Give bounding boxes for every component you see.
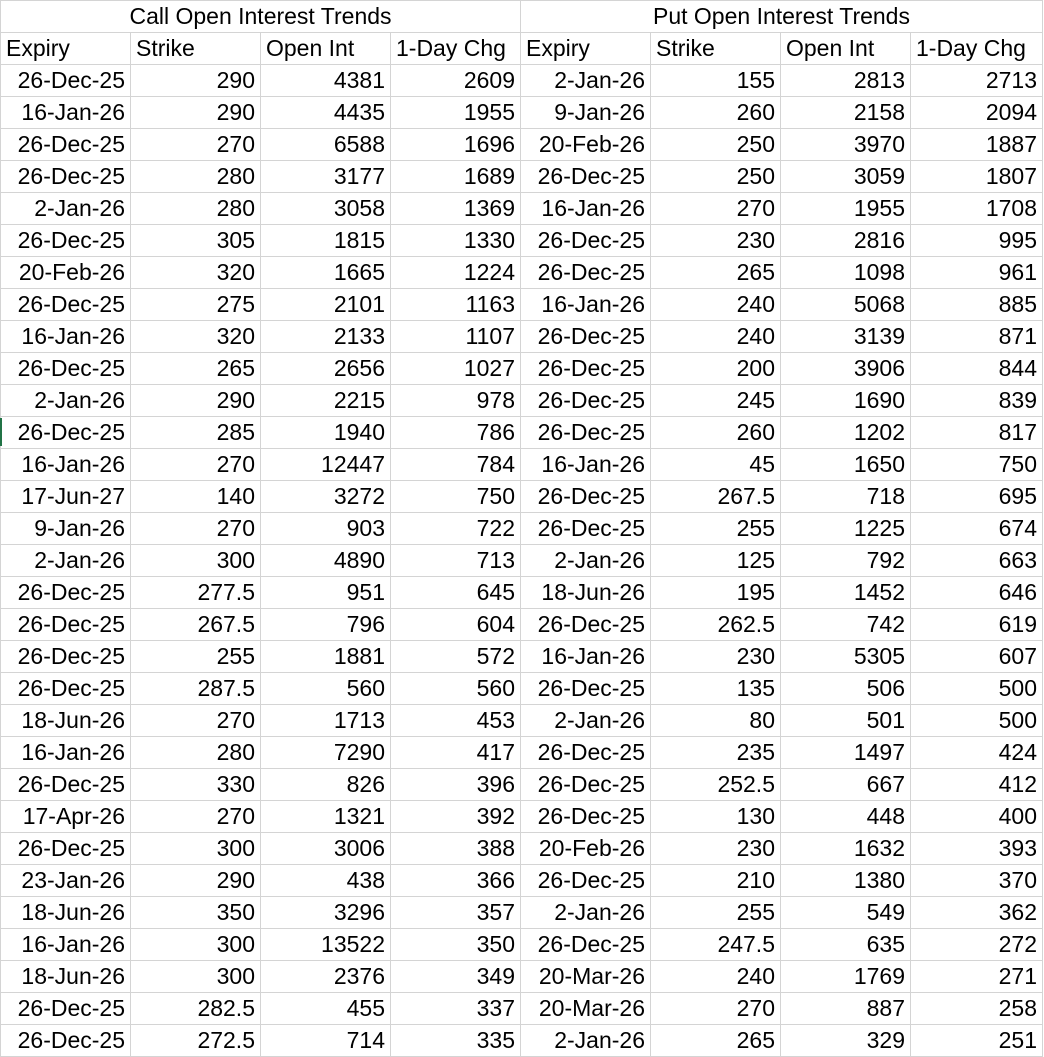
put-cell-expiry[interactable]: 16-Jan-26: [521, 641, 651, 673]
call-cell-expiry[interactable]: 2-Jan-26: [1, 545, 131, 577]
put-header-1-day-chg[interactable]: 1-Day Chg: [911, 33, 1043, 65]
call-cell-expiry[interactable]: 26-Dec-25: [1, 1025, 131, 1057]
put-cell-1-day-chg[interactable]: 663: [911, 545, 1043, 577]
put-cell-strike[interactable]: 230: [651, 641, 781, 673]
put-cell-1-day-chg[interactable]: 995: [911, 225, 1043, 257]
call-cell-1-day-chg[interactable]: 335: [391, 1025, 521, 1057]
put-cell-1-day-chg[interactable]: 619: [911, 609, 1043, 641]
column-header-row: [1, 33, 1043, 65]
put-cell-1-day-chg[interactable]: 412: [911, 769, 1043, 801]
call-cell-open-int[interactable]: 2133: [261, 321, 391, 353]
put-cell-expiry[interactable]: 16-Jan-26: [521, 193, 651, 225]
call-cell-strike[interactable]: 140: [131, 481, 261, 513]
call-cell-strike[interactable]: 300: [131, 929, 261, 961]
call-cell-expiry[interactable]: 2-Jan-26: [1, 385, 131, 417]
put-cell-1-day-chg[interactable]: 646: [911, 577, 1043, 609]
put-cell-open-int[interactable]: 1650: [781, 449, 911, 481]
put-cell-1-day-chg[interactable]: 607: [911, 641, 1043, 673]
put-cell-1-day-chg[interactable]: 2094: [911, 97, 1043, 129]
call-cell-strike[interactable]: 280: [131, 737, 261, 769]
table-row: [1, 737, 1043, 769]
call-cell-1-day-chg[interactable]: 1330: [391, 225, 521, 257]
call-cell-expiry[interactable]: 23-Jan-26: [1, 865, 131, 897]
call-cell-strike[interactable]: 267.5: [131, 609, 261, 641]
put-cell-strike[interactable]: 255: [651, 513, 781, 545]
put-cell-expiry[interactable]: 2-Jan-26: [521, 705, 651, 737]
table-row: [1, 673, 1043, 705]
put-cell-open-int[interactable]: 448: [781, 801, 911, 833]
put-cell-expiry[interactable]: 26-Dec-25: [521, 865, 651, 897]
call-cell-open-int[interactable]: 3006: [261, 833, 391, 865]
put-cell-1-day-chg[interactable]: 817: [911, 417, 1043, 449]
put-cell-expiry[interactable]: 26-Dec-25: [521, 321, 651, 353]
put-cell-1-day-chg[interactable]: 1887: [911, 129, 1043, 161]
table-row: [1, 961, 1043, 993]
call-cell-open-int[interactable]: 1321: [261, 801, 391, 833]
put-cell-expiry[interactable]: 16-Jan-26: [521, 289, 651, 321]
put-cell-strike[interactable]: 247.5: [651, 929, 781, 961]
call-cell-1-day-chg[interactable]: 1163: [391, 289, 521, 321]
call-cell-open-int[interactable]: 438: [261, 865, 391, 897]
put-cell-expiry[interactable]: 26-Dec-25: [521, 609, 651, 641]
put-cell-open-int[interactable]: 3059: [781, 161, 911, 193]
call-cell-1-day-chg[interactable]: 417: [391, 737, 521, 769]
call-cell-strike[interactable]: 270: [131, 705, 261, 737]
table-row: [1, 321, 1043, 353]
call-cell-open-int[interactable]: 455: [261, 993, 391, 1025]
call-cell-1-day-chg[interactable]: 388: [391, 833, 521, 865]
call-cell-strike[interactable]: 282.5: [131, 993, 261, 1025]
put-header-expiry[interactable]: Expiry: [521, 33, 651, 65]
call-cell-open-int[interactable]: 2376: [261, 961, 391, 993]
table-row: [1, 289, 1043, 321]
table-row: [1, 225, 1043, 257]
put-cell-1-day-chg[interactable]: 393: [911, 833, 1043, 865]
put-cell-open-int[interactable]: 3906: [781, 353, 911, 385]
table-row: [1, 417, 1043, 449]
put-cell-strike[interactable]: 235: [651, 737, 781, 769]
put-cell-open-int[interactable]: 549: [781, 897, 911, 929]
call-cell-strike[interactable]: 272.5: [131, 1025, 261, 1057]
call-cell-1-day-chg[interactable]: 392: [391, 801, 521, 833]
call-cell-1-day-chg[interactable]: 1224: [391, 257, 521, 289]
put-cell-open-int[interactable]: 2158: [781, 97, 911, 129]
call-cell-open-int[interactable]: 951: [261, 577, 391, 609]
call-cell-1-day-chg[interactable]: 786: [391, 417, 521, 449]
table-row: [1, 161, 1043, 193]
call-cell-expiry[interactable]: 26-Dec-25: [1, 289, 131, 321]
call-cell-expiry[interactable]: 26-Dec-25: [1, 609, 131, 641]
call-header-expiry[interactable]: Expiry: [1, 33, 131, 65]
put-cell-strike[interactable]: 240: [651, 321, 781, 353]
put-cell-strike[interactable]: 267.5: [651, 481, 781, 513]
call-cell-strike[interactable]: 255: [131, 641, 261, 673]
call-cell-expiry[interactable]: 26-Dec-25: [1, 353, 131, 385]
put-cell-open-int[interactable]: 3970: [781, 129, 911, 161]
table-row: [1, 193, 1043, 225]
call-header-strike[interactable]: Strike: [131, 33, 261, 65]
table-row: [1, 801, 1043, 833]
call-cell-strike[interactable]: 285: [131, 417, 261, 449]
put-cell-strike[interactable]: 45: [651, 449, 781, 481]
call-cell-strike[interactable]: 300: [131, 961, 261, 993]
table-row: [1, 1025, 1043, 1057]
call-cell-open-int[interactable]: 4890: [261, 545, 391, 577]
put-cell-strike[interactable]: 260: [651, 417, 781, 449]
put-cell-1-day-chg[interactable]: 500: [911, 705, 1043, 737]
put-cell-open-int[interactable]: 501: [781, 705, 911, 737]
table-row: [1, 641, 1043, 673]
put-cell-strike[interactable]: 195: [651, 577, 781, 609]
call-cell-strike[interactable]: 290: [131, 65, 261, 97]
call-cell-strike[interactable]: 320: [131, 257, 261, 289]
table-row: [1, 353, 1043, 385]
put-cell-open-int[interactable]: 1225: [781, 513, 911, 545]
call-header-1-day-chg[interactable]: 1-Day Chg: [391, 33, 521, 65]
call-cell-open-int[interactable]: 2656: [261, 353, 391, 385]
put-cell-open-int[interactable]: 329: [781, 1025, 911, 1057]
put-cell-open-int[interactable]: 5305: [781, 641, 911, 673]
call-cell-open-int[interactable]: 4435: [261, 97, 391, 129]
table-row: [1, 705, 1043, 737]
call-cell-expiry[interactable]: 26-Dec-25: [1, 673, 131, 705]
put-cell-1-day-chg[interactable]: 695: [911, 481, 1043, 513]
put-cell-open-int[interactable]: 635: [781, 929, 911, 961]
put-cell-1-day-chg[interactable]: 750: [911, 449, 1043, 481]
call-cell-strike[interactable]: 305: [131, 225, 261, 257]
call-cell-expiry[interactable]: 17-Apr-26: [1, 801, 131, 833]
call-cell-strike[interactable]: 290: [131, 865, 261, 897]
call-cell-expiry[interactable]: 26-Dec-25: [1, 833, 131, 865]
put-header-open-int[interactable]: Open Int: [781, 33, 911, 65]
put-cell-expiry[interactable]: 2-Jan-26: [521, 897, 651, 929]
put-cell-1-day-chg[interactable]: 258: [911, 993, 1043, 1025]
put-cell-strike[interactable]: 240: [651, 961, 781, 993]
put-cell-strike[interactable]: 265: [651, 1025, 781, 1057]
call-cell-open-int[interactable]: 903: [261, 513, 391, 545]
call-cell-strike[interactable]: 300: [131, 545, 261, 577]
table-row: [1, 897, 1043, 929]
call-cell-open-int[interactable]: 714: [261, 1025, 391, 1057]
put-cell-strike[interactable]: 210: [651, 865, 781, 897]
put-cell-expiry[interactable]: 26-Dec-25: [521, 801, 651, 833]
call-cell-strike[interactable]: 270: [131, 513, 261, 545]
call-cell-expiry[interactable]: 26-Dec-25: [1, 641, 131, 673]
put-cell-open-int[interactable]: 718: [781, 481, 911, 513]
put-cell-strike[interactable]: 230: [651, 225, 781, 257]
call-cell-strike[interactable]: 270: [131, 801, 261, 833]
call-cell-expiry[interactable]: 20-Feb-26: [1, 257, 131, 289]
call-cell-expiry[interactable]: 26-Dec-25: [1, 769, 131, 801]
table-row: [1, 545, 1043, 577]
call-cell-expiry[interactable]: 26-Dec-25: [1, 417, 131, 449]
put-cell-expiry[interactable]: 26-Dec-25: [521, 417, 651, 449]
put-cell-1-day-chg[interactable]: 272: [911, 929, 1043, 961]
call-cell-strike[interactable]: 280: [131, 193, 261, 225]
call-group-title[interactable]: Call Open Interest Trends: [1, 1, 521, 33]
call-cell-open-int[interactable]: 1881: [261, 641, 391, 673]
put-cell-expiry[interactable]: 26-Dec-25: [521, 737, 651, 769]
put-cell-1-day-chg[interactable]: 400: [911, 801, 1043, 833]
put-cell-strike[interactable]: 80: [651, 705, 781, 737]
call-cell-open-int[interactable]: 1940: [261, 417, 391, 449]
put-cell-open-int[interactable]: 3139: [781, 321, 911, 353]
table-row: [1, 513, 1043, 545]
call-cell-1-day-chg[interactable]: 453: [391, 705, 521, 737]
call-cell-1-day-chg[interactable]: 1696: [391, 129, 521, 161]
call-cell-expiry[interactable]: 26-Dec-25: [1, 993, 131, 1025]
call-header-open-int[interactable]: Open Int: [261, 33, 391, 65]
table-row: [1, 129, 1043, 161]
put-cell-open-int[interactable]: 1497: [781, 737, 911, 769]
call-cell-1-day-chg[interactable]: 350: [391, 929, 521, 961]
put-cell-strike[interactable]: 270: [651, 193, 781, 225]
call-cell-strike[interactable]: 280: [131, 161, 261, 193]
put-cell-strike[interactable]: 255: [651, 897, 781, 929]
put-cell-strike[interactable]: 155: [651, 65, 781, 97]
put-cell-1-day-chg[interactable]: 839: [911, 385, 1043, 417]
table-row: [1, 577, 1043, 609]
call-cell-open-int[interactable]: 7290: [261, 737, 391, 769]
put-cell-strike[interactable]: 252.5: [651, 769, 781, 801]
call-cell-open-int[interactable]: 1815: [261, 225, 391, 257]
call-cell-open-int[interactable]: 3296: [261, 897, 391, 929]
put-cell-expiry[interactable]: 20-Feb-26: [521, 833, 651, 865]
call-cell-open-int[interactable]: 2101: [261, 289, 391, 321]
call-cell-expiry[interactable]: 16-Jan-26: [1, 737, 131, 769]
put-cell-expiry[interactable]: 20-Mar-26: [521, 993, 651, 1025]
put-cell-strike[interactable]: 200: [651, 353, 781, 385]
call-cell-open-int[interactable]: 1665: [261, 257, 391, 289]
put-cell-expiry[interactable]: 26-Dec-25: [521, 481, 651, 513]
put-cell-expiry[interactable]: 26-Dec-25: [521, 385, 651, 417]
put-cell-open-int[interactable]: 5068: [781, 289, 911, 321]
call-cell-strike[interactable]: 300: [131, 833, 261, 865]
call-cell-expiry[interactable]: 9-Jan-26: [1, 513, 131, 545]
call-cell-1-day-chg[interactable]: 572: [391, 641, 521, 673]
put-cell-expiry[interactable]: 26-Dec-25: [521, 225, 651, 257]
table-row: [1, 833, 1043, 865]
table-row: [1, 929, 1043, 961]
call-cell-expiry[interactable]: 26-Dec-25: [1, 577, 131, 609]
call-cell-strike[interactable]: 330: [131, 769, 261, 801]
table-row: [1, 481, 1043, 513]
put-header-strike[interactable]: Strike: [651, 33, 781, 65]
call-cell-1-day-chg[interactable]: 1689: [391, 161, 521, 193]
call-cell-open-int[interactable]: 2215: [261, 385, 391, 417]
call-cell-1-day-chg[interactable]: 750: [391, 481, 521, 513]
put-cell-strike[interactable]: 245: [651, 385, 781, 417]
put-cell-open-int[interactable]: 792: [781, 545, 911, 577]
call-cell-expiry[interactable]: 18-Jun-26: [1, 705, 131, 737]
call-cell-open-int[interactable]: 3177: [261, 161, 391, 193]
table-row: [1, 97, 1043, 129]
put-cell-open-int[interactable]: 1098: [781, 257, 911, 289]
put-cell-expiry[interactable]: 2-Jan-26: [521, 1025, 651, 1057]
call-cell-expiry[interactable]: 16-Jan-26: [1, 97, 131, 129]
put-cell-expiry[interactable]: 26-Dec-25: [521, 161, 651, 193]
call-cell-strike[interactable]: 265: [131, 353, 261, 385]
table-row: [1, 993, 1043, 1025]
put-cell-open-int[interactable]: 1632: [781, 833, 911, 865]
put-cell-open-int[interactable]: 1380: [781, 865, 911, 897]
put-cell-strike[interactable]: 125: [651, 545, 781, 577]
put-cell-strike[interactable]: 265: [651, 257, 781, 289]
call-cell-expiry[interactable]: 26-Dec-25: [1, 225, 131, 257]
put-cell-open-int[interactable]: 887: [781, 993, 911, 1025]
put-cell-expiry[interactable]: 20-Mar-26: [521, 961, 651, 993]
call-cell-strike[interactable]: 350: [131, 897, 261, 929]
call-cell-open-int[interactable]: 3272: [261, 481, 391, 513]
table-row: [1, 257, 1043, 289]
put-cell-1-day-chg[interactable]: 1807: [911, 161, 1043, 193]
put-cell-1-day-chg[interactable]: 362: [911, 897, 1043, 929]
call-cell-expiry[interactable]: 2-Jan-26: [1, 193, 131, 225]
active-cell-marker: [0, 418, 2, 446]
call-cell-open-int[interactable]: 13522: [261, 929, 391, 961]
call-cell-1-day-chg[interactable]: 1955: [391, 97, 521, 129]
put-cell-strike[interactable]: 230: [651, 833, 781, 865]
call-cell-1-day-chg[interactable]: 1107: [391, 321, 521, 353]
call-cell-open-int[interactable]: 6588: [261, 129, 391, 161]
put-cell-1-day-chg[interactable]: 500: [911, 673, 1043, 705]
put-cell-expiry[interactable]: 9-Jan-26: [521, 97, 651, 129]
table-row: [1, 65, 1043, 97]
call-cell-strike[interactable]: 270: [131, 449, 261, 481]
call-cell-strike[interactable]: 290: [131, 385, 261, 417]
call-cell-1-day-chg[interactable]: 645: [391, 577, 521, 609]
call-cell-expiry[interactable]: 18-Jun-26: [1, 897, 131, 929]
call-cell-open-int[interactable]: 796: [261, 609, 391, 641]
put-cell-open-int[interactable]: 1452: [781, 577, 911, 609]
put-group-title[interactable]: Put Open Interest Trends: [521, 1, 1043, 33]
put-cell-open-int[interactable]: 2816: [781, 225, 911, 257]
call-cell-1-day-chg[interactable]: 366: [391, 865, 521, 897]
call-cell-open-int[interactable]: 12447: [261, 449, 391, 481]
put-cell-expiry[interactable]: 26-Dec-25: [521, 353, 651, 385]
put-cell-1-day-chg[interactable]: 871: [911, 321, 1043, 353]
call-cell-1-day-chg[interactable]: 722: [391, 513, 521, 545]
call-cell-strike[interactable]: 320: [131, 321, 261, 353]
put-cell-1-day-chg[interactable]: 844: [911, 353, 1043, 385]
table-row: [1, 385, 1043, 417]
group-title-row: [1, 1, 1043, 33]
call-cell-1-day-chg[interactable]: 1027: [391, 353, 521, 385]
call-cell-1-day-chg[interactable]: 784: [391, 449, 521, 481]
put-cell-strike[interactable]: 250: [651, 161, 781, 193]
put-cell-expiry[interactable]: 18-Jun-26: [521, 577, 651, 609]
call-cell-strike[interactable]: 277.5: [131, 577, 261, 609]
put-cell-1-day-chg[interactable]: 271: [911, 961, 1043, 993]
call-cell-1-day-chg[interactable]: 1369: [391, 193, 521, 225]
put-cell-open-int[interactable]: 742: [781, 609, 911, 641]
put-cell-1-day-chg[interactable]: 885: [911, 289, 1043, 321]
put-cell-1-day-chg[interactable]: 2713: [911, 65, 1043, 97]
call-cell-expiry[interactable]: 16-Jan-26: [1, 321, 131, 353]
put-cell-1-day-chg[interactable]: 961: [911, 257, 1043, 289]
put-cell-expiry[interactable]: 20-Feb-26: [521, 129, 651, 161]
call-cell-1-day-chg[interactable]: 604: [391, 609, 521, 641]
put-cell-expiry[interactable]: 2-Jan-26: [521, 545, 651, 577]
put-cell-1-day-chg[interactable]: 251: [911, 1025, 1043, 1057]
put-cell-strike[interactable]: 130: [651, 801, 781, 833]
call-cell-1-day-chg[interactable]: 349: [391, 961, 521, 993]
call-cell-1-day-chg[interactable]: 357: [391, 897, 521, 929]
put-cell-strike[interactable]: 270: [651, 993, 781, 1025]
put-cell-expiry[interactable]: 26-Dec-25: [521, 769, 651, 801]
put-cell-expiry[interactable]: 16-Jan-26: [521, 449, 651, 481]
call-cell-expiry[interactable]: 16-Jan-26: [1, 929, 131, 961]
call-cell-1-day-chg[interactable]: 396: [391, 769, 521, 801]
call-cell-expiry[interactable]: 17-Jun-27: [1, 481, 131, 513]
table-row: [1, 769, 1043, 801]
put-cell-strike[interactable]: 135: [651, 673, 781, 705]
call-cell-open-int[interactable]: 4381: [261, 65, 391, 97]
call-cell-strike[interactable]: 287.5: [131, 673, 261, 705]
put-cell-open-int[interactable]: 2813: [781, 65, 911, 97]
put-cell-1-day-chg[interactable]: 424: [911, 737, 1043, 769]
call-cell-open-int[interactable]: 1713: [261, 705, 391, 737]
put-cell-open-int[interactable]: 506: [781, 673, 911, 705]
put-cell-strike[interactable]: 240: [651, 289, 781, 321]
put-cell-expiry[interactable]: 26-Dec-25: [521, 513, 651, 545]
call-cell-open-int[interactable]: 826: [261, 769, 391, 801]
table-row: [1, 865, 1043, 897]
put-cell-open-int[interactable]: 1955: [781, 193, 911, 225]
put-cell-1-day-chg[interactable]: 1708: [911, 193, 1043, 225]
call-cell-strike[interactable]: 275: [131, 289, 261, 321]
call-cell-expiry[interactable]: 26-Dec-25: [1, 161, 131, 193]
put-cell-expiry[interactable]: 26-Dec-25: [521, 929, 651, 961]
put-cell-expiry[interactable]: 26-Dec-25: [521, 257, 651, 289]
put-cell-open-int[interactable]: 1769: [781, 961, 911, 993]
call-cell-1-day-chg[interactable]: 2609: [391, 65, 521, 97]
call-cell-1-day-chg[interactable]: 978: [391, 385, 521, 417]
call-cell-strike[interactable]: 290: [131, 97, 261, 129]
call-cell-1-day-chg[interactable]: 337: [391, 993, 521, 1025]
table-row: [1, 449, 1043, 481]
put-cell-strike[interactable]: 250: [651, 129, 781, 161]
call-cell-expiry[interactable]: 26-Dec-25: [1, 65, 131, 97]
put-cell-open-int[interactable]: 1690: [781, 385, 911, 417]
call-cell-expiry[interactable]: 18-Jun-26: [1, 961, 131, 993]
call-cell-open-int[interactable]: 560: [261, 673, 391, 705]
put-cell-strike[interactable]: 262.5: [651, 609, 781, 641]
call-cell-expiry[interactable]: 16-Jan-26: [1, 449, 131, 481]
put-cell-1-day-chg[interactable]: 370: [911, 865, 1043, 897]
call-cell-strike[interactable]: 270: [131, 129, 261, 161]
call-cell-open-int[interactable]: 3058: [261, 193, 391, 225]
put-cell-expiry[interactable]: 26-Dec-25: [521, 673, 651, 705]
put-cell-open-int[interactable]: 1202: [781, 417, 911, 449]
put-cell-expiry[interactable]: 2-Jan-26: [521, 65, 651, 97]
put-cell-1-day-chg[interactable]: 674: [911, 513, 1043, 545]
call-cell-1-day-chg[interactable]: 713: [391, 545, 521, 577]
call-cell-1-day-chg[interactable]: 560: [391, 673, 521, 705]
put-cell-open-int[interactable]: 667: [781, 769, 911, 801]
table-row: [1, 609, 1043, 641]
call-cell-expiry[interactable]: 26-Dec-25: [1, 129, 131, 161]
put-cell-strike[interactable]: 260: [651, 97, 781, 129]
